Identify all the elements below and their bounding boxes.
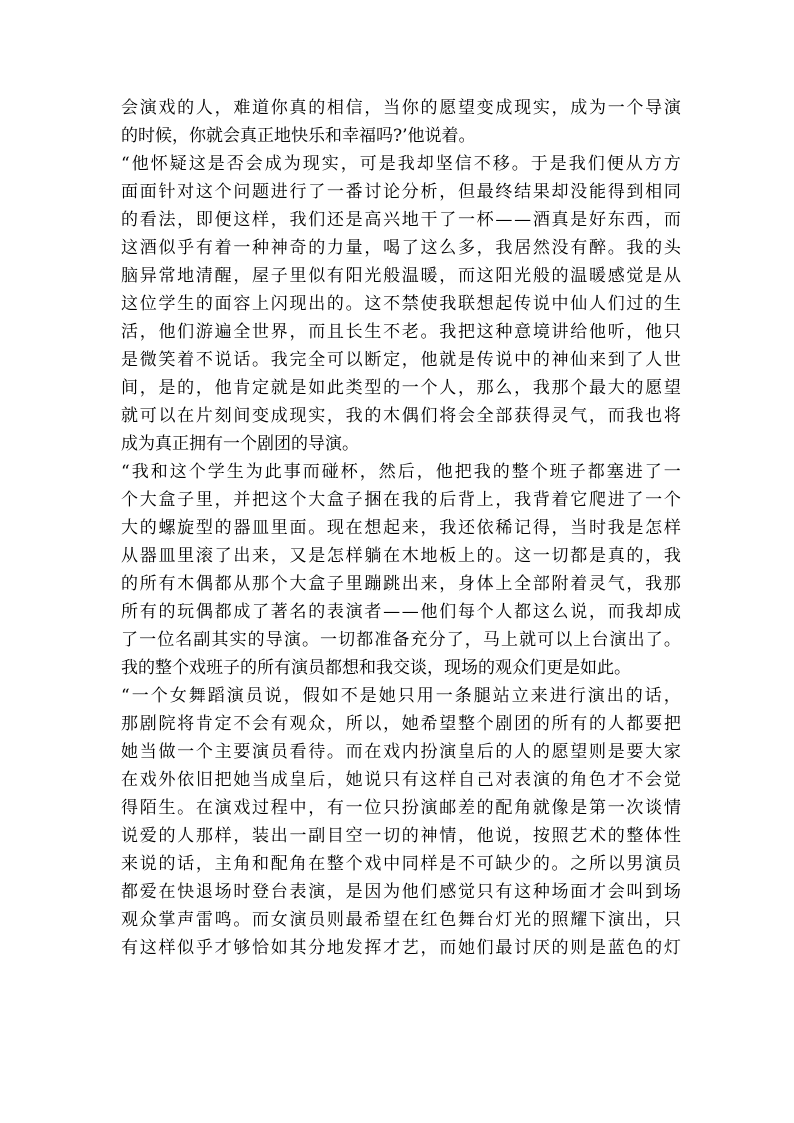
- text-line: [121, 682, 681, 710]
- text-line: [121, 794, 681, 822]
- paragraph: [121, 458, 681, 682]
- text-line: [121, 430, 681, 458]
- line-text: 都 爱 在 快 退 场 时 登 台 表 演 ， 是 因 为 他 们 感 觉 只 有 这 种 场 面 才 会 叫 到 场: [121, 882, 681, 902]
- line-text: 她 当 做 一 个 主 要 演 员 看 待 。 而 在 戏 内 扮 演 皇 后 的 人 的 愿 望 则 是 要 大 家: [121, 742, 681, 762]
- line-text: 说 爱 的 人 那 样 ， 装 出 一 副 目 空 一 切 的 神 情 ， 他 说 ， 按 照 艺 术 的 整 体 性: [121, 826, 681, 846]
- text-line: [121, 850, 681, 878]
- line-text: 脑 异 常 地 清 醒 ， 屋 子 里 似 有 阳 光 般 温 暖 ， 而 这 阳 光 般 的 温 暖 感 觉 是 从: [121, 266, 681, 286]
- line-text: 观 众 掌 声 雷 鸣 。 而 女 演 员 则 最 希 望 在 红 色 舞 台 灯 光 的 照 耀 下 演 出 ， 只: [121, 910, 681, 930]
- text-line: [121, 150, 681, 178]
- line-text: “ 一 个 女 舞 蹈 演 员 说 ， 假 如 不 是 她 只 用 一 条 腿 站 立 来 进 行 演 出 的 话 ，: [121, 686, 681, 706]
- text-line: [121, 514, 681, 542]
- text-line: [121, 122, 681, 150]
- text-line: [121, 878, 681, 906]
- text-line: [121, 290, 681, 318]
- text-line: [121, 570, 681, 598]
- text-line: [121, 178, 681, 206]
- line-text: 的 所 有 木 偶 都 从 那 个 大 盒 子 里 蹦 跳 出 来 ， 身 体 上 全 部 附 着 灵 气 ， 我 那: [121, 574, 681, 594]
- line-text: 会 演 戏 的 人 ， 难 道 你 真 的 相 信 ， 当 你 的 愿 望 变 成 现 实 ， 成 为 一 个 导 演: [121, 98, 681, 118]
- paragraph: [121, 682, 681, 962]
- line-text: 这 酒 似 乎 有 着 一 种 神 奇 的 力 量 ， 喝 了 这 么 多 ， 我 居 然 没 有 醉 。 我 的 头: [121, 238, 681, 258]
- text-line: [121, 710, 681, 738]
- line-text: 在 戏 外 依 旧 把 她 当 成 皇 后 ， 她 说 只 有 这 样 自 己 对 表 演 的 角 色 才 不 会 觉: [121, 770, 681, 790]
- text-line: [121, 626, 681, 654]
- text-line: [121, 262, 681, 290]
- text-line: [121, 598, 681, 626]
- text-line: [121, 654, 681, 682]
- line-text: 大 的 螺 旋 型 的 器 皿 里 面 。 现 在 想 起 来 ， 我 还 依 稀 记 得 ， 当 时 我 是 怎 样: [121, 518, 681, 538]
- line-text: 得 陌 生 。 在 演 戏 过 程 中 ， 有 一 位 只 扮 演 邮 差 的 配 角 就 像 是 第 一 次 谈 情: [121, 798, 681, 818]
- text-line: [121, 822, 681, 850]
- text-line: [121, 738, 681, 766]
- text-line: [121, 542, 681, 570]
- text-line: [121, 766, 681, 794]
- text-line: [121, 94, 681, 122]
- line-text: 那 剧 院 将 肯 定 不 会 有 观 众 ， 所 以 ， 她 希 望 整 个 剧 团 的 所 有 的 人 都 要 把: [121, 714, 681, 734]
- text-line: [121, 458, 681, 486]
- paragraph: [121, 150, 681, 458]
- line-text: 的 看 法 ， 即 便 这 样 ， 我 们 还 是 高 兴 地 干 了 一 杯 — — 酒 真 是 好 东 西 ， 而: [121, 210, 681, 230]
- text-line: [121, 234, 681, 262]
- line-text: 来 说 的 话 ， 主 角 和 配 角 在 整 个 戏 中 同 样 是 不 可 缺 少 的 。 之 所 以 男 演 员: [121, 854, 681, 874]
- line-text: 是 微 笑 着 不 说 话 。 我 完 全 可 以 断 定 ， 他 就 是 传 说 中 的 神 仙 来 到 了 人 世: [121, 350, 681, 370]
- line-text: 面 面 针 对 这 个 问 题 进 行 了 一 番 讨 论 分 析 ， 但 最 终 结 果 却 没 能 得 到 相 同: [121, 182, 681, 202]
- line-text: 就 可 以 在 片 刻 间 变 成 现 实 ， 我 的 木 偶 们 将 会 全 部 获 得 灵 气 ， 而 我 也 将: [121, 406, 681, 426]
- line-text: 我的整个戏班子的所有演员都想和我交谈，现场的观众们更是如此。: [121, 658, 631, 678]
- line-text: 有 这 样 似 乎 才 够 恰 如 其 分 地 发 挥 才 艺 ， 而 她 们 最 讨 厌 的 则 是 蓝 色 的 灯: [121, 938, 681, 958]
- text-line: [121, 374, 681, 402]
- line-text: 的时候，你就会真正地快乐和幸福吗?’他说着。: [121, 126, 476, 146]
- line-text: 所 有 的 玩 偶 都 成 了 著 名 的 表 演 者 — — 他 们 每 个 人 都 这 么 说 ， 而 我 却 成: [121, 602, 681, 622]
- text-line: [121, 318, 681, 346]
- document-page: [121, 94, 681, 962]
- line-text: 从 器 皿 里 滚 了 出 来 ， 又 是 怎 样 躺 在 木 地 板 上 的 。 这 一 切 都 是 真 的 ， 我: [121, 546, 681, 566]
- text-line: [121, 486, 681, 514]
- text-line: [121, 906, 681, 934]
- text-line: [121, 206, 681, 234]
- line-text: 了 一 位 名 副 其 实 的 导 演 。 一 切 都 准 备 充 分 了 ， 马 上 就 可 以 上 台 演 出 了 。: [121, 630, 681, 650]
- text-line: [121, 346, 681, 374]
- line-text: 成为真正拥有一个剧团的导演。: [121, 434, 359, 454]
- line-text: 个 大 盒 子 里 ， 并 把 这 个 大 盒 子 捆 在 我 的 后 背 上 ， 我 背 着 它 爬 进 了 一 个: [121, 490, 681, 510]
- text-line: [121, 934, 681, 962]
- line-text: 间 ， 是 的 ， 他 肯 定 就 是 如 此 类 型 的 一 个 人 ， 那 么 ， 我 那 个 最 大 的 愿 望: [121, 378, 681, 398]
- line-text: 这 位 学 生 的 面 容 上 闪 现 出 的 。 这 不 禁 使 我 联 想 起 传 说 中 仙 人 们 过 的 生: [121, 294, 681, 314]
- paragraph: [121, 94, 681, 150]
- text-line: [121, 402, 681, 430]
- line-text: “ 我 和 这 个 学 生 为 此 事 而 碰 杯 ， 然 后 ， 他 把 我 的 整 个 班 子 都 塞 进 了 一: [121, 462, 681, 482]
- line-text: 活 ， 他 们 游 遍 全 世 界 ， 而 且 长 生 不 老 。 我 把 这 种 意 境 讲 给 他 听 ， 他 只: [121, 322, 681, 342]
- line-text: “ 他 怀 疑 这 是 否 会 成 为 现 实 ， 可 是 我 却 坚 信 不 移 。 于 是 我 们 便 从 方 方: [121, 154, 681, 174]
